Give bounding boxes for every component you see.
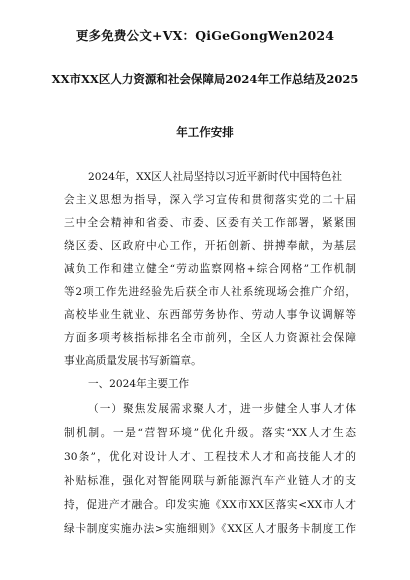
promo-banner: 更多免费公文+VX：QiGeGongWen2024 (75, 28, 335, 43)
body-paragraph-line: 会主义思想为指导，深入学习宣传和贯彻落实党的二十届 (64, 194, 356, 206)
body-paragraph-line: 持，促进产才融合。印发实施《XX市XX区落实<XX市人才 (64, 499, 356, 511)
body-paragraph-line: （一）聚焦发展需求聚人才，进一步健全人事人才体 (88, 403, 356, 415)
body-paragraph-line: 高校毕业生就业、东西部劳务协作、劳动人事争议调解等 (64, 309, 356, 321)
body-paragraph-line: 2024年，XX区人社局坚持以习近平新时代中国特色社 (88, 171, 342, 183)
body-paragraph-line: 方面多项考核指标排名全市前列，全区人力资源社会保障 (64, 332, 356, 344)
body-paragraph-line: 事业高质量发展书写新篇章。 (64, 355, 202, 367)
body-paragraph-line: 等2项工作先进经验先后获全市人社系统现场会推广介绍， (64, 286, 356, 298)
body-paragraph-line: 30条”，优化对设计人才、工程技术人才和高技能人才的 (64, 451, 356, 463)
body-paragraph-line: 三中全会精神和省委、市委、区委有关工作部署，紧紧围 (64, 217, 356, 229)
document-title-line-2: 年工作安排 (176, 125, 234, 139)
body-paragraph-line: 绕区委、区政府中心工作，开拓创新、拼搏奉献，为基层 (64, 240, 356, 252)
body-paragraph-line: 绿卡制度实施办法>实施细则》《XX区人才服务卡制度工作 (64, 523, 356, 535)
body-paragraph-line: 制机制。一是“营智环境”优化升级。落实“XX人才生态 (64, 427, 356, 439)
body-paragraph-line: 补贴标准，强化对智能网联与新能源汽车产业链人才的支 (64, 475, 356, 487)
section-heading: 一、2024年主要工作 (88, 378, 190, 390)
body-paragraph-line: 减负工作和建立健全“劳动监察网格+综合网格”工作机制 (64, 263, 356, 275)
document-title-line-1: XX市XX区人力资源和社会保障局2024年工作总结及2025 (51, 72, 359, 86)
